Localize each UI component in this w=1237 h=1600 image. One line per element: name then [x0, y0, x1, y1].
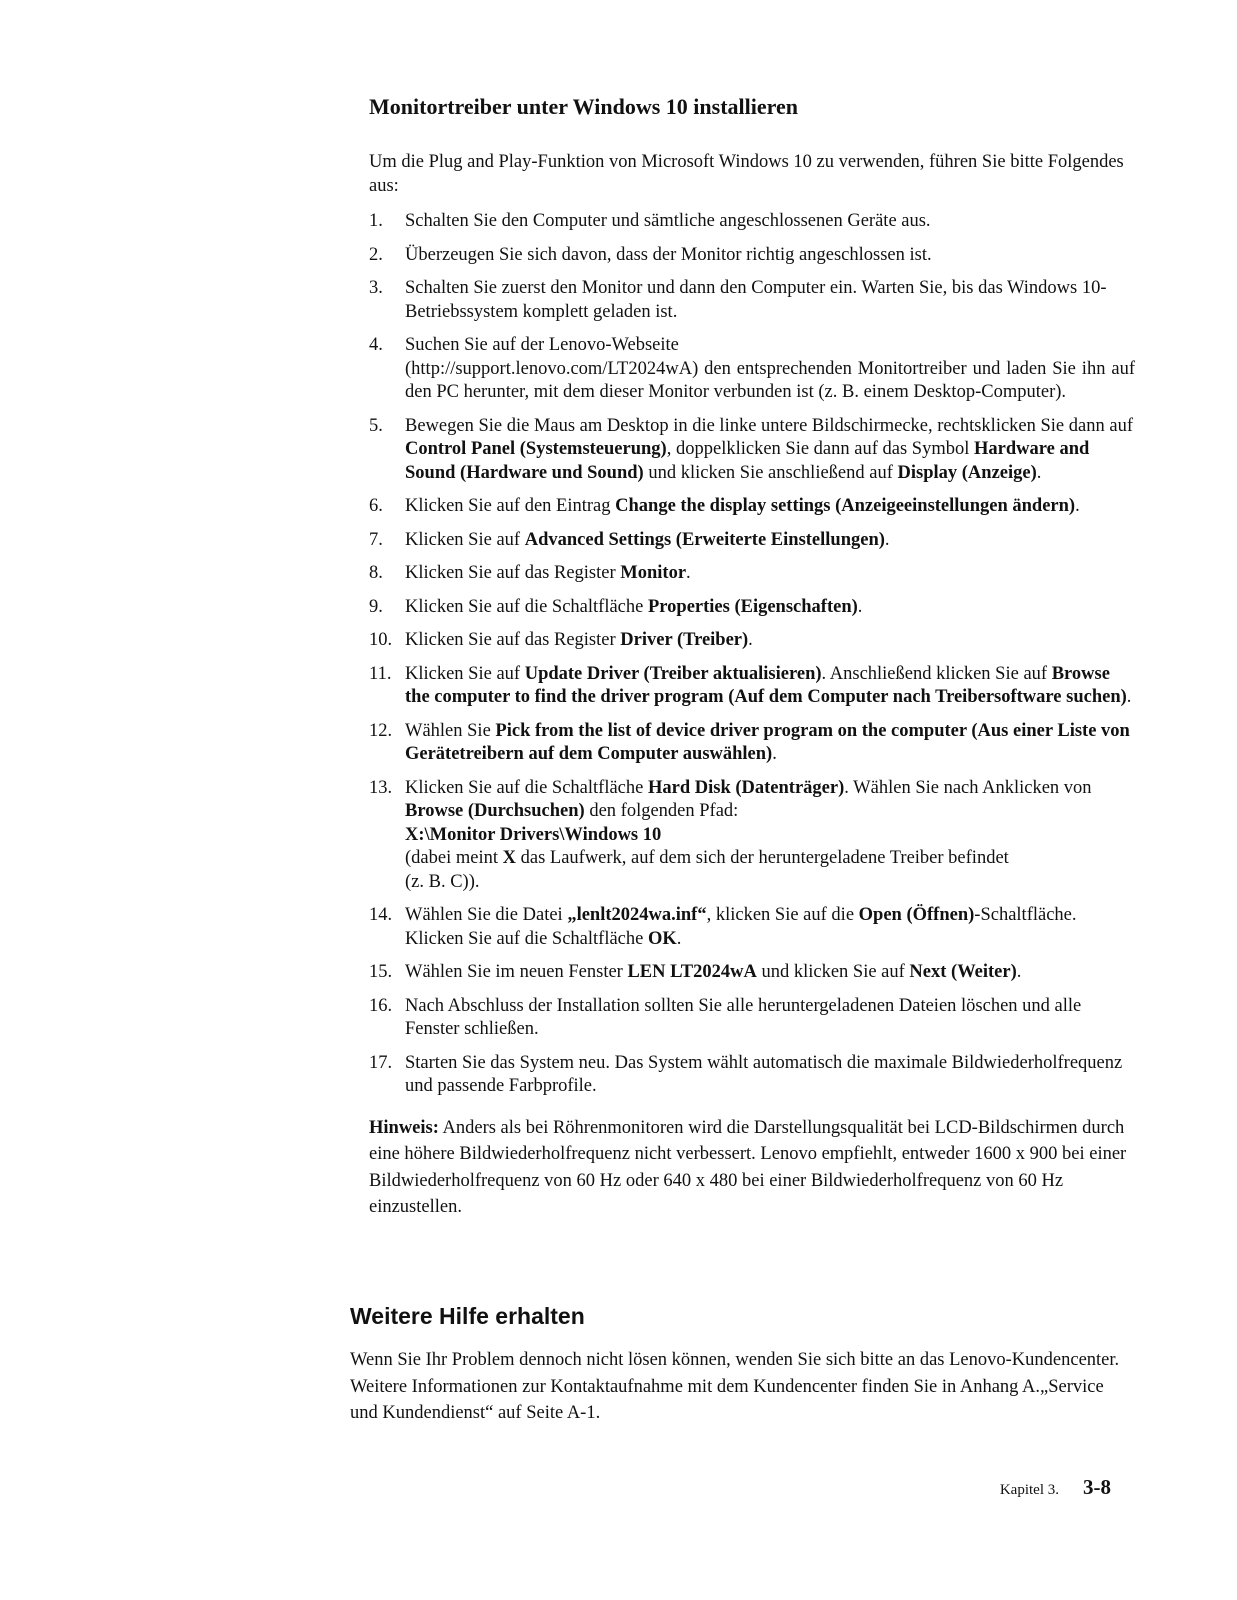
step-text: [405, 630, 753, 650]
steps-list: [369, 210, 1135, 1099]
step-bold-term: Properties (Eigenschaften): [647, 596, 858, 617]
step-number: 10.: [369, 630, 393, 650]
step-text-part: und klicken Sie anschließend auf: [643, 462, 898, 483]
step-item: [369, 777, 1135, 895]
step-item: [369, 277, 1135, 324]
step-text-part: Wählen Sie im neuen Fenster: [405, 962, 628, 982]
step-item: [369, 562, 1135, 586]
step-text-part: .: [686, 563, 691, 583]
step-item: [369, 904, 1135, 951]
step-bold-term: Browse (Durchsuchen): [405, 801, 585, 821]
step-bold-term: Browse the computer to find the driver program (Auf dem Computer nach Treibersoftware suchen): [405, 663, 1127, 707]
step-text: [405, 335, 1135, 402]
step-text-part: Klicken Sie auf die Schaltfläche: [405, 777, 648, 798]
step-number: 11.: [369, 663, 392, 684]
step-item: [369, 529, 1135, 553]
step-text-part: , doppelklicken Sie dann auf das Symbol: [666, 439, 974, 459]
step-text-part: .: [1036, 462, 1042, 483]
step-number: 3.: [369, 278, 383, 298]
step-item: [369, 995, 1135, 1042]
step-text-part: .: [884, 529, 890, 550]
step-number: 16.: [369, 995, 393, 1016]
step-text: [405, 211, 931, 231]
step-text: [405, 962, 1021, 982]
step-number: 9.: [369, 596, 383, 617]
page-footer: [1000, 1475, 1111, 1500]
step-item: [369, 1052, 1135, 1099]
step-text-part: .: [748, 630, 753, 650]
step-text-part: .: [1016, 962, 1022, 982]
footer-chapter: Kapitel 3.: [999, 1482, 1059, 1498]
step-item: [369, 663, 1135, 710]
step-bold-term: Change the display settings (Anzeigeeinstellungen ändern): [615, 496, 1076, 516]
step-bold-term: Hardware and Sound (Hardware und Sound): [405, 439, 1090, 483]
step-text: [405, 721, 1130, 765]
step-text-part: Klicken Sie auf die Schaltfläche: [405, 596, 648, 617]
step-number: 12.: [369, 720, 393, 741]
step-text-part: Klicken Sie auf die Schaltfläche: [405, 928, 648, 949]
step-text-part: .: [1075, 496, 1080, 516]
step-text: [405, 905, 1077, 949]
step-text-part: Starten Sie das System neu. Das System wählt automatisch die maximale Bildwiederholfrequenz und passende Farbprofile.: [405, 1052, 1123, 1096]
step-text-part: Suchen Sie auf der Lenovo-Webseite: [405, 335, 679, 355]
step-text-part: . Anschließend klicken Sie auf: [821, 663, 1052, 684]
step-bold-term: Control Panel (Systemsteuerung): [405, 439, 667, 459]
note-paragraph: [369, 1115, 1135, 1221]
step-text-part: Schalten Sie zuerst den Monitor und dann den Computer ein. Warten Sie, bis das Windows 10-Betriebssystem komplett geladen ist.: [405, 278, 1107, 322]
step-bold-term: Monitor: [620, 563, 687, 583]
help-section: [350, 1302, 1135, 1427]
step-text-part: Wählen Sie: [405, 720, 496, 741]
step-text-part: -Schaltfläche.: [974, 905, 1077, 925]
step-text-part: Klicken Sie auf den Eintrag: [405, 496, 616, 516]
step-bold-term: „lenlt2024wa.inf“: [567, 905, 707, 925]
step-number: 1.: [369, 211, 383, 231]
step-text: [405, 416, 1133, 483]
step-text: [405, 1053, 1122, 1097]
step-item: [369, 961, 1135, 985]
step-item: [369, 495, 1135, 519]
step-text: [405, 496, 1080, 516]
step-bold-term: OK: [647, 928, 677, 949]
step-text: [405, 563, 691, 583]
step-item: [369, 415, 1135, 486]
step-bold-term: Open (Öffnen): [858, 905, 975, 925]
step-bold-term: Driver (Treiber): [620, 630, 749, 650]
step-number: 8.: [369, 563, 383, 583]
step-text-part: Klicken Sie auf: [405, 663, 525, 684]
step-bold-term: X: [502, 848, 516, 868]
step-bold-term: Advanced Settings (Erweiterte Einstellungen): [524, 529, 885, 550]
step-text-part: Nach Abschluss der Installation sollten Sie alle heruntergeladenen Dateien löschen und alle Fenster schließen.: [405, 995, 1082, 1039]
step-text-part: Klicken Sie auf: [405, 529, 525, 550]
step-text: [405, 597, 862, 617]
step-bold-term: Update Driver (Treiber aktualisieren): [524, 663, 822, 684]
step-text-part: . Wählen Sie nach Anklicken von: [844, 777, 1092, 798]
step-number: 13.: [369, 777, 393, 798]
section-title: Monitortreiber unter Windows 10 installieren: [369, 94, 799, 119]
step-text: [405, 996, 1081, 1040]
step-bold-term: X:\Monitor Drivers\Windows 10: [405, 824, 662, 845]
step-number: 6.: [369, 496, 383, 516]
step-bold-term: Display (Anzeige): [897, 462, 1037, 483]
help-paragraph: Wenn Sie Ihr Problem dennoch nicht lösen können, wenden Sie sich bitte an das Lenovo-Kundencenter. Weitere Informationen zur Kontaktaufnahme mit dem Kundencenter finden Sie in Anhang A.„Service und Kundendienst“ auf Seite A-1.: [350, 1350, 1120, 1423]
step-number: 17.: [369, 1052, 393, 1073]
note-text: Anders als bei Röhrenmonitoren wird die Darstellungsqualität bei LCD-Bildschirmen durch eine höhere Bildwiederholfrequenz nicht verbessert. Lenovo empfiehlt, entweder 1600 x 900 bei einer Bildwiederholfrequenz von 60 Hz oder 640 x 480 bei einer Bildwiederholfrequenz von 60 Hz einzustellen.: [369, 1117, 1127, 1217]
help-heading: Weitere Hilfe erhalten: [350, 1303, 585, 1329]
step-number: 7.: [369, 529, 383, 550]
step-number: 5.: [369, 415, 383, 436]
step-text-part: (z. B. C)).: [405, 871, 480, 892]
step-text-part: Überzeugen Sie sich davon, dass der Monitor richtig angeschlossen ist.: [405, 244, 932, 265]
step-item: [369, 210, 1135, 234]
step-text: [405, 778, 1092, 892]
step-text-part: .: [676, 928, 682, 949]
step-text-part: .: [1126, 687, 1132, 707]
step-text-part: und klicken Sie auf: [756, 962, 910, 982]
step-text: [405, 530, 890, 550]
step-text-part: .: [857, 596, 863, 617]
step-text-part: Klicken Sie auf das Register: [405, 630, 621, 650]
intro-paragraph: Um die Plug and Play-Funktion von Microsoft Windows 10 zu verwenden, führen Sie bitte Folgendes aus:: [369, 152, 1124, 196]
step-item: [369, 334, 1135, 405]
step-text-part: Bewegen Sie die Maus am Desktop in die linke untere Bildschirmecke, rechtsklicken Sie dann auf: [405, 415, 1133, 436]
step-text: [405, 278, 1107, 322]
step-text-part: Wählen Sie die Datei: [405, 905, 568, 925]
step-item: [369, 244, 1135, 268]
step-number: 15.: [369, 962, 393, 982]
step-item: [369, 720, 1135, 767]
step-text-part: , klicken Sie auf die: [706, 905, 859, 925]
step-number: 14.: [369, 905, 393, 925]
step-bold-term: LEN LT2024wA: [627, 962, 757, 982]
note-label: Hinweis:: [369, 1117, 439, 1138]
step-item: [369, 596, 1135, 620]
step-text-part: Klicken Sie auf das Register: [405, 563, 621, 583]
step-text-part: Schalten Sie den Computer und sämtliche angeschlossenen Geräte aus.: [405, 211, 931, 231]
step-bold-term: Next (Weiter): [909, 962, 1017, 982]
step-text: [405, 245, 932, 265]
step-number: 4.: [369, 335, 383, 355]
step-text: [405, 664, 1131, 708]
step-text-part: (dabei meint: [405, 848, 503, 868]
step-bold-term: Hard Disk (Datenträger): [647, 777, 845, 798]
step-text-part: den folgenden Pfad:: [584, 801, 739, 821]
main-content: [369, 92, 1135, 1221]
step-bold-term: Pick from the list of device driver program on the computer (Aus einer Liste von Gerätetreibern auf dem Computer auswählen): [405, 720, 1130, 764]
step-text-part: .: [772, 744, 777, 764]
page-number: 3-8: [1083, 1475, 1111, 1499]
step-item: [369, 629, 1135, 653]
step-text-part: das Laufwerk, auf dem sich der heruntergeladene Treiber befindet: [515, 848, 1009, 868]
step-text-part: (http://support.lenovo.com/LT2024wA) den entsprechenden Monitortreiber und laden Sie ihn auf den PC herunter, mit dem dieser Monitor verbunden ist (z. B. einem Desktop-Computer).: [405, 358, 1135, 402]
step-number: 2.: [369, 244, 383, 265]
